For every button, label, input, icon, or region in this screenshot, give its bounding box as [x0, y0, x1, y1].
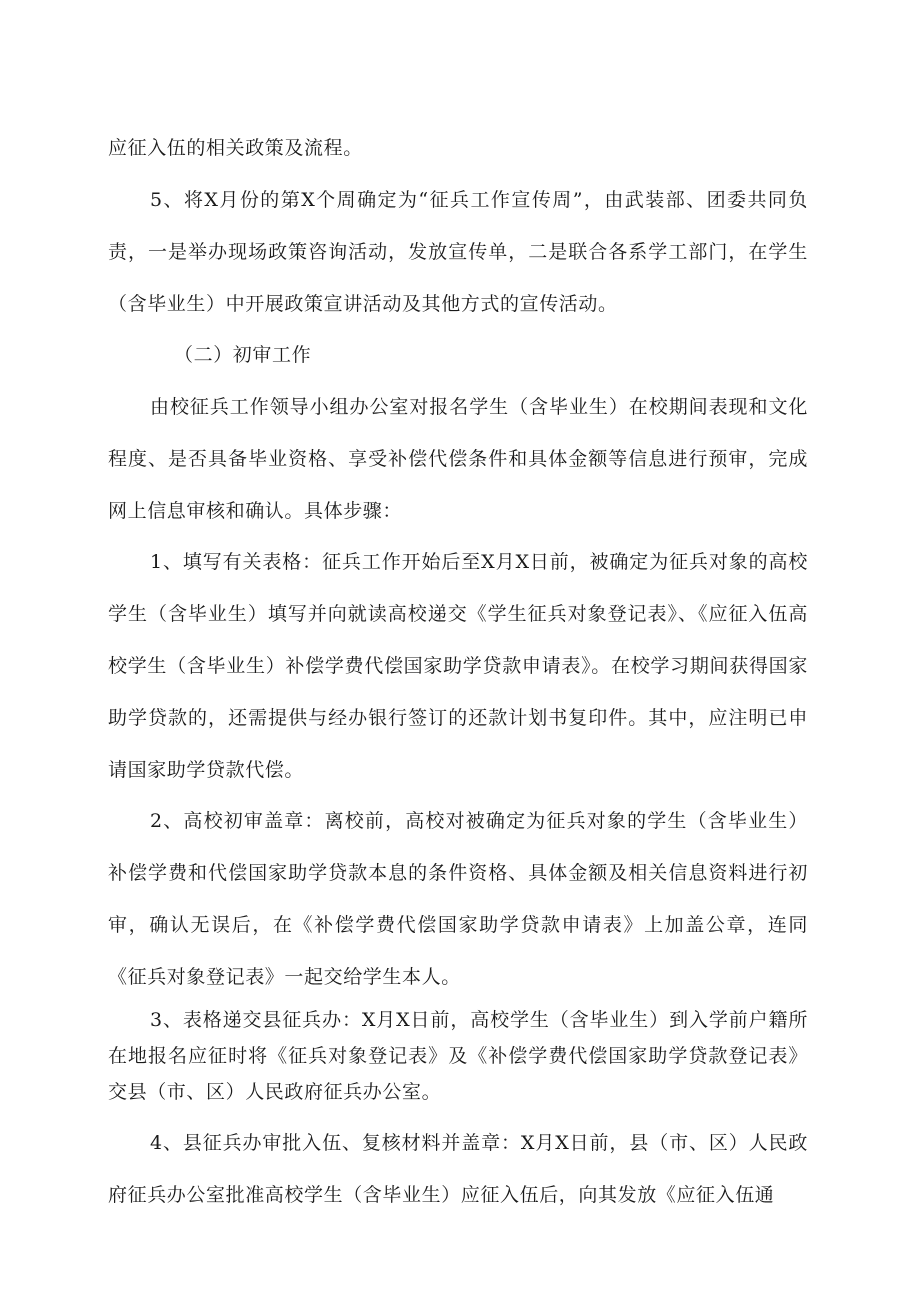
- paragraph-policy-continuation: 应征入伍的相关政策及流程。: [108, 137, 363, 159]
- paragraph-item-4-county-approval: 4、县征兵办审批入伍、复核材料并盖章：X月X日前，县（市、区）人民政府征兵办公室批准高校学生（含毕业生）应征入伍后，向其发放《应征入伍通: [108, 1132, 808, 1206]
- paragraph-item-3-submit-forms: 3、表格递交县征兵办：X月X日前，高校学生（含毕业生）到入学前户籍所在地报名应征时将《征兵对象登记表》及《补偿学费代偿国家助学贷款登记表》交县（市、区）人民政府征兵办公室。: [108, 1009, 808, 1103]
- paragraph-item-2-school-seal: 2、高校初审盖章：离校前，高校对被确定为征兵对象的学生（含毕业生）补偿学费和代偿国家助学贷款本息的条件资格、具体金额及相关信息资料进行初审，确认无误后，在《补偿学费代偿国家助学贷款申请表》上加盖公章，连同《征兵对象登记表》一起交给学生本人。: [108, 810, 808, 988]
- paragraph-item-1-fill-forms: 1、填写有关表格：征兵工作开始后至X月X日前，被确定为征兵对象的高校学生（含毕业生）填写并向就读高校递交《学生征兵对象登记表》、《应征入伍高校学生（含毕业生）补偿学费代偿国家助学贷款申请表》。在校学习期间获得国家助学贷款的，还需提供与经办银行签订的还款计划书复印件。其中，应注明已申请国家助学贷款代偿。: [108, 551, 808, 781]
- section-heading-preliminary-review: （二）初审工作: [174, 344, 312, 366]
- paragraph-item-5-publicity-week: 5、将X月份的第X个周确定为“征兵工作宣传周”，由武装部、团委共同负责，一是举办现场政策咨询活动，发放宣传单，二是联合各系学工部门，在学生（含毕业生）中开展政策宣讲活动及其他方式的宣传活动。: [108, 189, 808, 315]
- paragraph-preliminary-review-intro: 由校征兵工作领导小组办公室对报名学生（含毕业生）在校期间表现和文化程度、是否具备毕业资格、享受补偿代偿条件和具体金额等信息进行预审，完成网上信息审核和确认。具体步骤：: [108, 396, 808, 522]
